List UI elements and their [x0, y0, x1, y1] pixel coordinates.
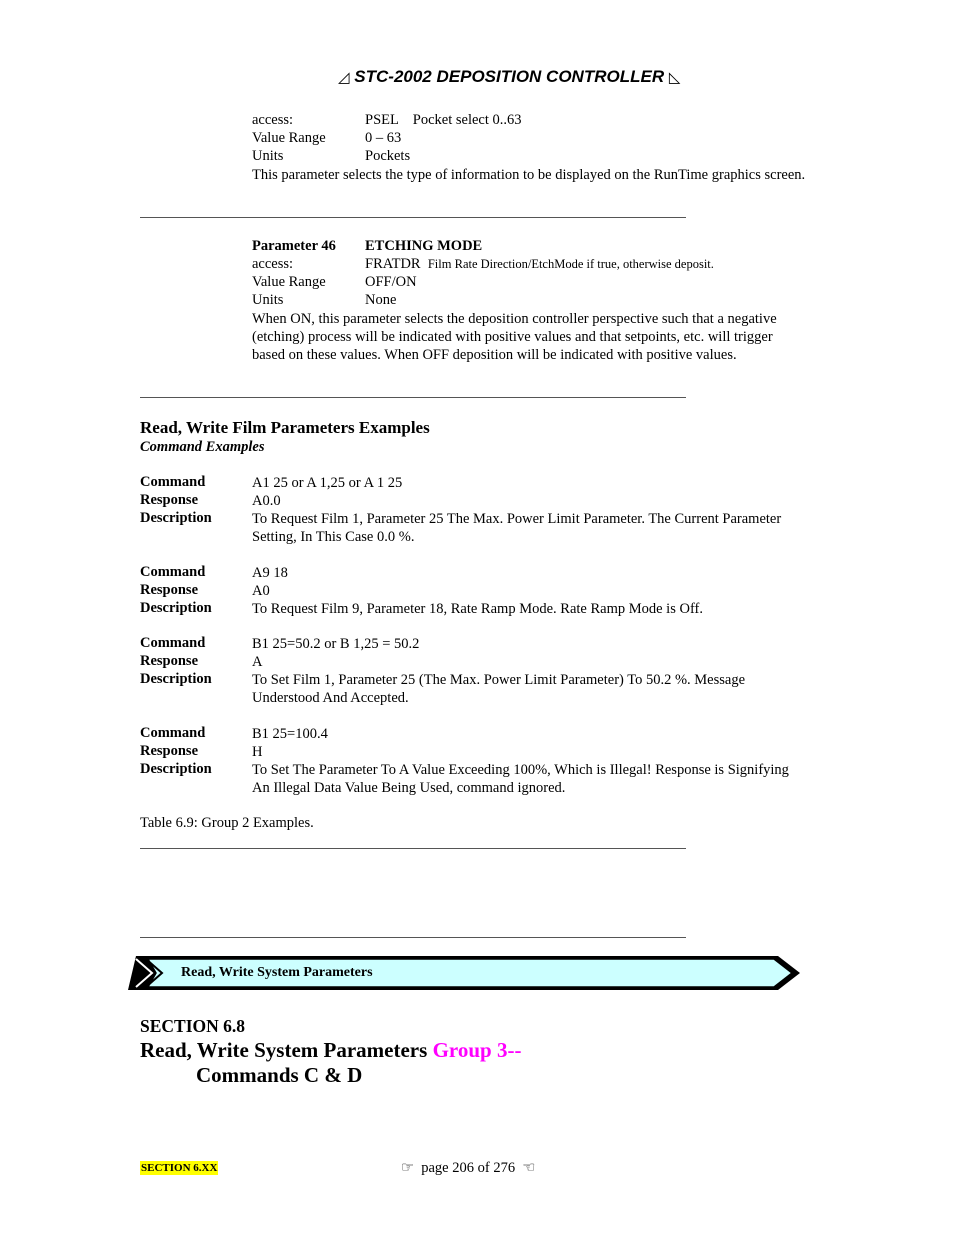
access-value — [365, 256, 714, 273]
description-label: Description — [140, 510, 212, 526]
section-subtitle: Commands C & D — [196, 1063, 363, 1087]
description-label: Description — [140, 600, 212, 616]
examples-subheading: Command Examples — [140, 439, 265, 455]
range-label: Value Range — [252, 130, 326, 146]
description-value: To Request Film 1, Parameter 25 The Max. Power Limit Parameter. The Current Parameter Setting, In This Case 0.0 %. — [252, 511, 782, 545]
access-label: access: — [252, 256, 294, 272]
units-value: None — [365, 292, 397, 308]
divider — [140, 217, 686, 218]
command-value: A9 18 — [252, 565, 288, 581]
units-value: Pockets — [365, 148, 411, 164]
command-label: Command — [140, 725, 206, 741]
description-label: Description — [140, 761, 212, 777]
command-value: B1 25=50.2 or B 1,25 = 50.2 — [252, 636, 420, 652]
divider — [140, 937, 686, 938]
header-deco-left-icon: ◿ — [338, 69, 350, 86]
units-label: Units — [252, 148, 284, 164]
page-header — [338, 67, 680, 87]
response-value: A0.0 — [252, 493, 281, 509]
units-label: Units — [252, 292, 284, 308]
access-code: FRATDR — [365, 256, 421, 272]
header-title: STC-2002 DEPOSITION CONTROLLER — [354, 67, 665, 86]
description-value: To Set Film 1, Parameter 25 (The Max. Power Limit Parameter) To 50.2 %. Message Understood And Accepted. — [252, 672, 746, 706]
table-caption: Table 6.9: Group 2 Examples. — [140, 815, 314, 831]
response-value: A — [252, 654, 263, 670]
description-value: To Request Film 9, Parameter 18, Rate Ramp Mode. Rate Ramp Mode is Off. — [252, 601, 703, 617]
section-number: SECTION 6.8 — [140, 1016, 246, 1036]
section-tag: SECTION 6.XX — [141, 1162, 218, 1174]
access-label: access: — [252, 112, 294, 128]
divider — [140, 848, 686, 849]
access-note: Film Rate Direction/EtchMode if true, otherwise deposit. — [427, 257, 714, 271]
divider — [140, 397, 686, 398]
hand-right-icon: ☞ — [401, 1160, 414, 1176]
header-deco-right-icon: ◺ — [668, 69, 681, 86]
response-value: A0 — [252, 583, 270, 599]
param-description: When ON, this parameter selects the deposition controller perspective such that a negative (etching) process will be indicated with positive values and that setpoints, etc. will trigger based on these values. When OFF deposition will be indicated with positive values. — [252, 311, 777, 363]
command-value: B1 25=100.4 — [252, 726, 328, 742]
description-label: Description — [140, 671, 212, 687]
response-label: Response — [140, 492, 199, 508]
examples-heading: Read, Write Film Parameters Examples — [140, 418, 430, 437]
param-name: ETCHING MODE — [365, 238, 483, 254]
param-number: Parameter 46 — [252, 238, 336, 254]
command-label: Command — [140, 474, 206, 490]
range-value: 0 – 63 — [365, 130, 402, 146]
access-value: PSEL Pocket select 0..63 — [365, 112, 522, 128]
description-value: To Set The Parameter To A Value Exceeding 100%, Which is Illegal! Response is Signifying An Illegal Data Value Being Used, command ignored. — [252, 762, 789, 796]
section-title-text: Read, Write System Parameters — [140, 1038, 428, 1062]
response-value: H — [252, 744, 263, 760]
banner-text: Read, Write System Parameters — [181, 965, 373, 980]
section-title — [140, 1038, 521, 1063]
section-group: Group 3-- — [432, 1038, 522, 1062]
page-text: page 206 of 276 — [421, 1160, 516, 1176]
range-value: OFF/ON — [365, 274, 417, 290]
command-label: Command — [140, 635, 206, 651]
page-number — [401, 1160, 535, 1177]
param-description: This parameter selects the type of information to be displayed on the RunTime graphics screen. — [252, 167, 806, 183]
command-label: Command — [140, 564, 206, 580]
range-label: Value Range — [252, 274, 326, 290]
response-label: Response — [140, 653, 199, 669]
response-label: Response — [140, 743, 199, 759]
hand-left-icon: ☜ — [522, 1160, 536, 1176]
response-label: Response — [140, 582, 199, 598]
command-value: A1 25 or A 1,25 or A 1 25 — [252, 475, 403, 491]
